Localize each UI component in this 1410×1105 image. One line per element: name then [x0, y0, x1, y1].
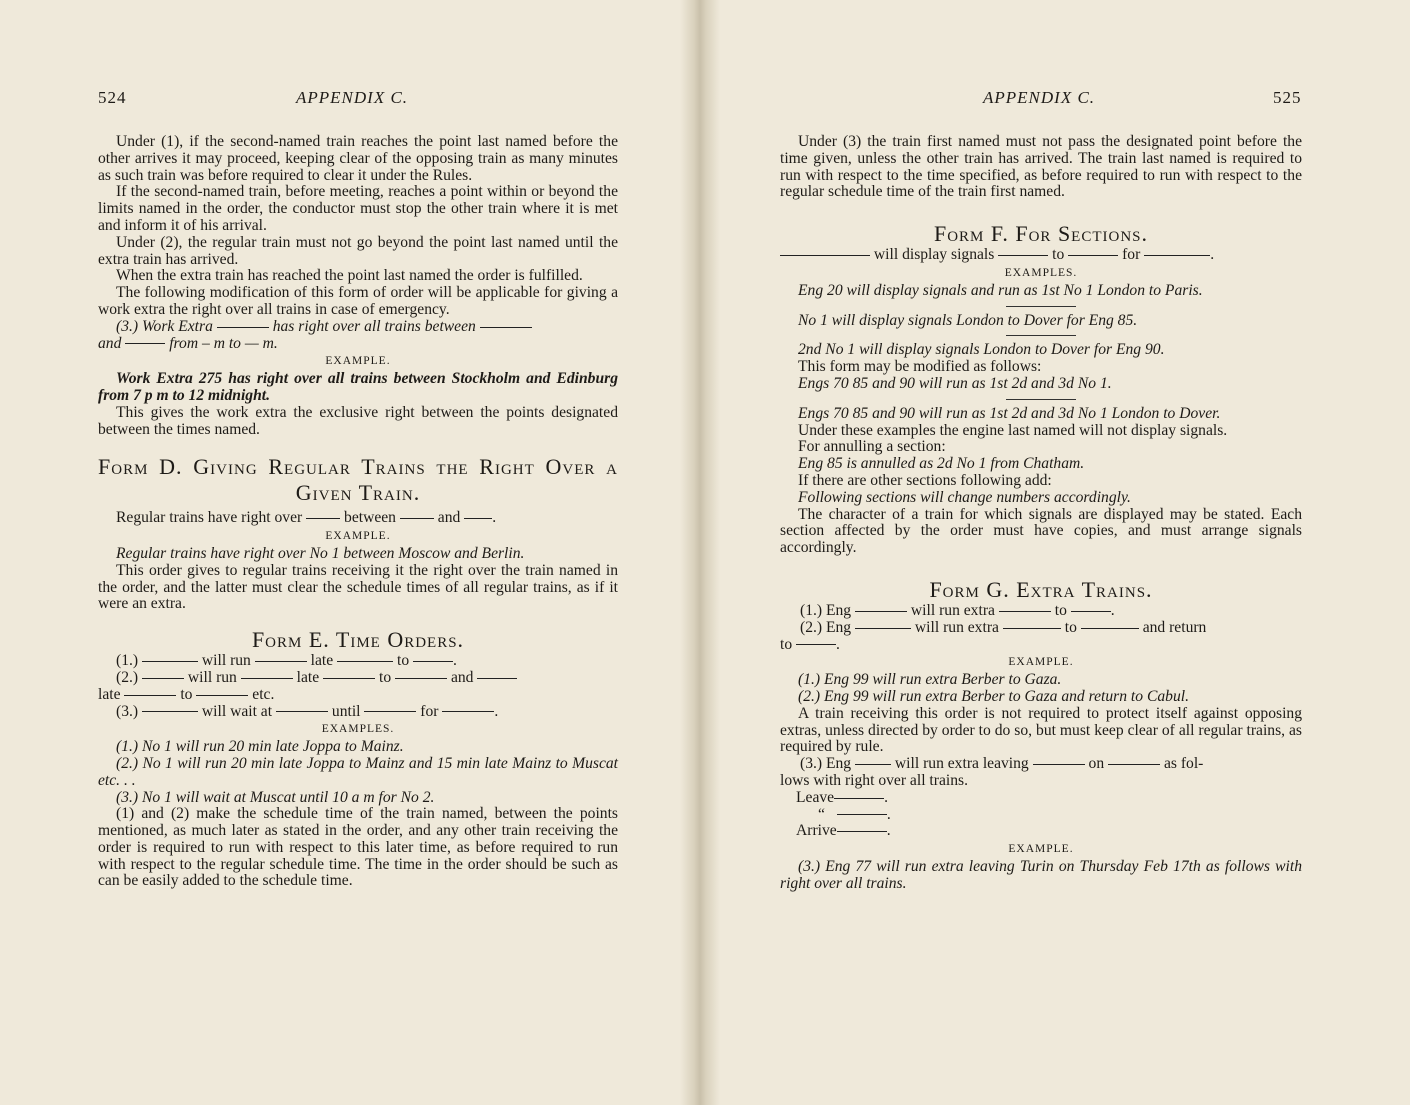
form-text: and — [98, 334, 122, 352]
form-f-example: Engs 70 85 and 90 will run as 1st 2d and 3d No 1. — [798, 374, 1112, 392]
paragraph: Under these examples the engine last named will not display signals. — [798, 421, 1228, 439]
form-text: etc. — [252, 685, 275, 703]
form-text: will run extra leaving — [894, 755, 1029, 773]
form-g-line3 — [780, 756, 1302, 773]
form-g-example: (3.) Eng 77 will run extra leaving Turin on Thursday Feb 17th as follows with right over all trains. — [780, 857, 1302, 892]
form-g-line1: (1.) Eng will run extra to . — [800, 601, 1115, 619]
ditto-line: “ . — [818, 805, 891, 823]
form-text: will run — [201, 652, 251, 670]
arrive-line: Arrive . — [796, 822, 891, 840]
form-f-example: 2nd No 1 will display signals London to Dover for Eng 90. — [798, 341, 1165, 359]
form-f-example: Eng 20 will display signals and run as 1st No 1 London to Paris. — [798, 281, 1203, 299]
page-number-right: 525 — [1273, 88, 1302, 107]
separator-rule — [1006, 399, 1076, 400]
example-label: EXAMPLE. — [325, 355, 391, 368]
form-text: (2.) — [116, 668, 139, 686]
form-text: will run extra — [914, 618, 999, 636]
form-text: as fol- — [1163, 755, 1204, 773]
form-text: late — [310, 652, 334, 670]
running-head-left: APPENDIX C. — [296, 88, 409, 107]
form-d-template: Regular trains have right over between and . — [116, 509, 497, 527]
form-text: until — [331, 702, 361, 720]
paragraph: The character of a train for which signals are displayed may be stated. Each section affected by the order must have copies, and must arrange signals accordingly. — [780, 505, 1302, 557]
form-text: Arrive — [796, 822, 837, 840]
example-label: EXAMPLE. — [1008, 656, 1074, 669]
form-text: from – — [169, 334, 210, 352]
form-g-line2b: to . — [780, 635, 840, 653]
paragraph: If there are other sections following add: — [798, 471, 1052, 489]
form-f-example: Following sections will change numbers accordingly. — [798, 488, 1131, 506]
form-text: Leave — [796, 788, 835, 806]
form-text: between — [344, 509, 396, 527]
form-text: will run extra — [910, 601, 995, 619]
form-text: (2.) Eng — [800, 618, 852, 636]
separator-rule — [1006, 335, 1076, 336]
paragraph: The following modification of this form of order will be applicable for giving a work extra the right over all trains in case of emergency. — [98, 284, 618, 318]
paragraph: A train receiving this order is not required to protect itself against opposing extras, unless directed by order to do so, but must keep clear of all regular trains, as required by rule. — [780, 704, 1302, 756]
form-f-example: No 1 will display signals London to Dover for Eng 85. — [798, 311, 1138, 329]
form-text: (1.) Eng — [800, 601, 852, 619]
form-text: to — [1064, 618, 1077, 636]
form-e-example: (3.) No 1 will wait at Muscat until 10 a m for No 2. — [116, 788, 435, 806]
paragraph: (1) and (2) make the schedule time of the train named, between the points mentioned, as much later as stated in the order, and any other train receiving the order is required to run with respect to this later time, as before required to run with respect to the regular schedule time. The time in the order should be such as can be easily added to the schedule time. — [98, 805, 618, 890]
form-f-example: Engs 70 85 and 90 will run as 1st 2d and 3d No 1 London to Dover. — [798, 404, 1221, 422]
form-text: and return — [1142, 618, 1207, 636]
form-e-line1: (1.) will run late to . — [116, 652, 457, 670]
form-text: late — [296, 668, 320, 686]
leave-line: Leave . — [796, 788, 888, 806]
right-column — [780, 134, 1302, 892]
form-e-line2b — [98, 687, 618, 704]
paragraph: Under (3) the train first named must not pass the designated point before the time given, unless the other train has arrived. The train last named is required to run with respect to the time specified, as before required to run with respect to the regular schedule time of the train first named. — [780, 133, 1302, 201]
form-text: (1.) — [116, 652, 139, 670]
form-f-example: Eng 85 is annulled as 2d No 1 from Chatham. — [798, 455, 1085, 473]
form-text: will display signals — [873, 246, 995, 264]
paragraph: This order gives to regular trains receiving it the right over the train named in the order, and the latter must clear the schedule times of all regular trains, as if it were an extra. — [98, 561, 618, 613]
right-page — [700, 0, 1410, 1105]
examples-label: EXAMPLES. — [1004, 266, 1078, 279]
form-d-title: Form D. Giving Regular Trains the Right Over a Given Train. — [98, 454, 618, 506]
form-text: for — [420, 702, 439, 720]
form-text: to — [397, 652, 410, 670]
form-text: m to — — [213, 334, 259, 352]
form-e-line3: (3.) will wait at until for . — [116, 702, 499, 720]
paragraph: When the extra train has reached the point last named the order is fulfilled. — [116, 267, 583, 285]
form-e-example: (1.) No 1 will run 20 min late Joppa to Mainz. — [116, 738, 404, 756]
form-text: for — [1122, 246, 1141, 264]
form-text: and — [450, 668, 474, 686]
work-extra-form-line2 — [98, 336, 618, 353]
form-text: to — [1054, 601, 1067, 619]
examples-label: EXAMPLES. — [321, 723, 395, 736]
form-f-title: Form F. For Sections. — [933, 221, 1149, 247]
form-g-line2 — [780, 620, 1302, 637]
work-extra-form — [98, 319, 618, 336]
form-g-title: Form G. Extra Trains. — [929, 576, 1153, 602]
left-column — [98, 134, 618, 890]
running-head-right: APPENDIX C. — [983, 88, 1096, 107]
form-text: late — [98, 685, 121, 703]
left-page — [0, 0, 700, 1105]
form-text: to — [1052, 246, 1065, 264]
page-number-left: 524 — [98, 88, 127, 107]
form-text: and — [437, 509, 461, 527]
form-text: to — [780, 635, 793, 653]
form-text: will run — [187, 668, 237, 686]
paragraph: Under (2), the regular train must not go beyond the point last named until the extra train has arrived. — [98, 233, 618, 268]
paragraph: For annulling a section: — [798, 438, 946, 456]
form-e-line2 — [98, 670, 618, 687]
work-extra-example: Work Extra 275 has right over all trains between Stockholm and Edinburg from 7 p m to 12 midnight. — [98, 370, 618, 404]
separator-rule — [1006, 306, 1076, 307]
paragraph: This form may be modified as follows: — [798, 358, 1042, 376]
form-text: on — [1088, 755, 1105, 773]
form-text: m. — [262, 334, 278, 352]
form-g-line3b: lows with right over all trains. — [780, 771, 968, 789]
example-label: EXAMPLE. — [325, 530, 391, 543]
ditto-mark: “ — [818, 805, 825, 823]
form-g-example: (1.) Eng 99 will run extra Berber to Gaza. — [798, 671, 1062, 689]
paragraph: This gives the work extra the exclusive right between the points designated between the times named. — [98, 403, 618, 438]
form-text: (3.) — [116, 702, 139, 720]
paragraph: Under (1), if the second-named train reaches the point last named before the other arrives it may proceed, keeping clear of the opposing train as many minutes as such train was before required to clear it under the Rules. — [98, 133, 618, 184]
form-text: (3.) Work Extra — [116, 317, 213, 335]
form-text: will wait at — [201, 702, 273, 720]
paragraph: If the second-named train, before meeting, reaches a point within or beyond the limits named in the order, the conductor must stop the other train where it is met and inform it of his arrival. — [98, 183, 618, 234]
form-g-example: (2.) Eng 99 will run extra Berber to Gaza and return to Cabul. — [798, 687, 1189, 705]
form-d-example: Regular trains have right over No 1 between Moscow and Berlin. — [116, 544, 525, 562]
form-text: (3.) Eng — [800, 755, 852, 773]
form-e-title: Form E. Time Orders. — [251, 627, 465, 653]
form-text: to — [180, 685, 193, 703]
form-text: has right over all trains between — [272, 317, 476, 335]
form-f-template: will display signals to for . — [780, 247, 1302, 264]
form-text: to — [379, 668, 392, 686]
example-label: EXAMPLE. — [1008, 843, 1074, 856]
form-e-example: (2.) No 1 will run 20 min late Joppa to Mainz and 15 min late Mainz to Muscat etc. . . — [98, 754, 618, 789]
form-text: Regular trains have right over — [116, 509, 303, 527]
